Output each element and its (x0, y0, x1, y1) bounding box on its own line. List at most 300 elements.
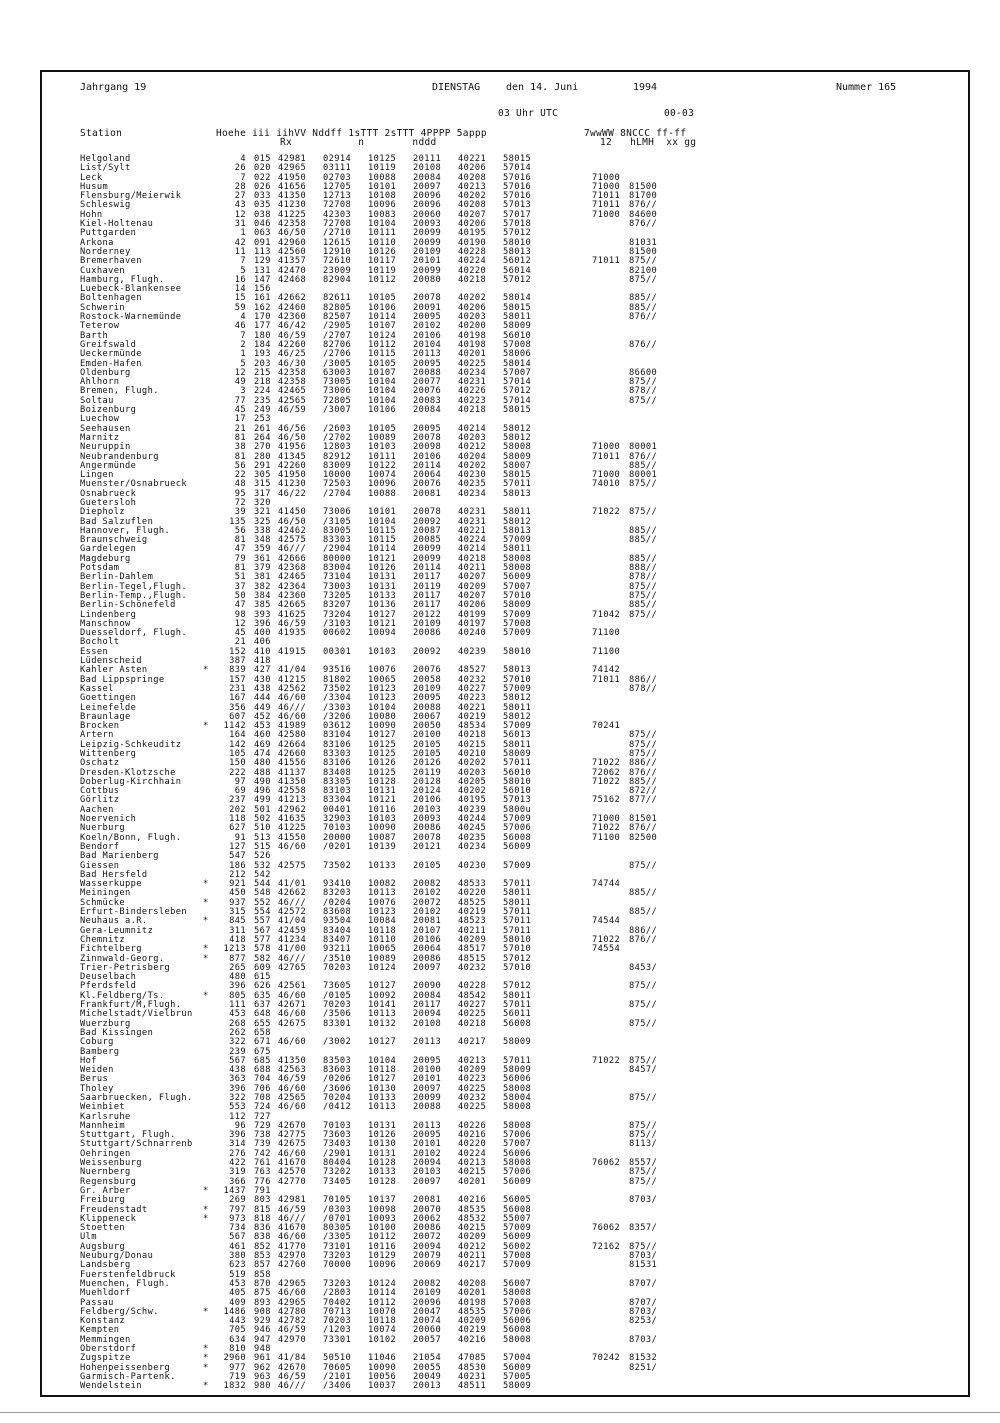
station-name: Freudenstadt (80, 1204, 148, 1215)
Nddff: 82611 (323, 293, 352, 304)
height: 11 (234, 246, 246, 257)
station-name: Stuttgart/Schnarrenb (80, 1139, 193, 1150)
station-name: Frankfurt/M,Flugh. (80, 1000, 182, 1011)
station-id: 729 (254, 1120, 271, 1131)
2sTTT: 20083 (413, 395, 442, 406)
8NCCC: 876// (629, 767, 658, 778)
2sTTT: 20082 (413, 879, 442, 890)
iihVV: 41234 (278, 934, 307, 945)
8NCCC: 878// (629, 683, 658, 694)
iihVV: 42570 (278, 1167, 307, 1178)
station-id: 270 (254, 442, 271, 453)
2sTTT: 20113 (413, 1120, 442, 1131)
station-id: 671 (254, 1037, 271, 1048)
1sTTT: 10113 (368, 1102, 397, 1113)
1sTTT: 10107 (368, 367, 397, 378)
iihVV: 46/59 (278, 1074, 307, 1085)
iihVV: 41/04 (278, 665, 307, 676)
1sTTT: 10114 (368, 312, 397, 323)
1sTTT: 10102 (368, 1334, 397, 1345)
2sTTT: 20114 (413, 460, 442, 471)
station-id: 452 (254, 711, 271, 722)
station-id: 480 (254, 758, 271, 769)
height: 705 (229, 1325, 246, 1336)
iihVV: 41556 (278, 758, 307, 769)
4PPPP: 40234 (458, 841, 487, 852)
4PPPP: 40204 (458, 451, 487, 462)
station-name: Feldberg/Schw. (80, 1306, 159, 1317)
station-name: Lingen (80, 470, 114, 481)
height: 719 (229, 1371, 246, 1382)
5appp: 57017 (503, 209, 532, 220)
1sTTT: 10113 (368, 888, 397, 899)
station-id: 022 (254, 172, 271, 183)
iihVV: 41770 (278, 1241, 307, 1252)
Nddff: 73104 (323, 572, 352, 583)
Nddff: /2704 (323, 488, 352, 499)
height: 396 (229, 1083, 246, 1094)
station-id: 325 (254, 516, 271, 527)
1sTTT: 10125 (368, 739, 397, 750)
height: 112 (229, 1111, 246, 1122)
Nddff: /2101 (323, 1371, 352, 1382)
4PPPP: 40202 (458, 293, 487, 304)
iihVV: 41350 (278, 776, 307, 787)
station-name: Berlin-Dahlem (80, 572, 154, 583)
2sTTT: 20124 (413, 786, 442, 797)
station-id: 348 (254, 535, 271, 546)
4PPPP: 40216 (458, 1334, 487, 1345)
5appp: 57009 (503, 609, 532, 620)
height: 164 (229, 730, 246, 741)
5appp: 57011 (503, 907, 532, 918)
2sTTT: 20064 (413, 470, 442, 481)
4PPPP: 40234 (458, 367, 487, 378)
Nddff: 73301 (323, 1334, 352, 1345)
station-name: Oehringen (80, 1148, 131, 1159)
station-name: Cuxhaven (80, 265, 126, 276)
1sTTT: 10131 (368, 1148, 397, 1159)
Nddff: /3005 (323, 358, 352, 369)
station-name: Angermünde (80, 460, 137, 471)
station-name: Norderney (80, 246, 131, 257)
height: 81 (234, 535, 246, 546)
height: 315 (229, 907, 246, 918)
iihVV: 42565 (278, 395, 307, 406)
station-name: Erfurt-Bindersleben (80, 907, 187, 918)
Nddff: /2702 (323, 432, 352, 443)
5appp: 58012 (503, 711, 532, 722)
Nddff: 83303 (323, 749, 352, 759)
Nddff: /3103 (323, 618, 352, 629)
height: 607 (229, 711, 246, 722)
height: 2960 (223, 1353, 246, 1364)
Nddff: 50510 (323, 1353, 352, 1364)
8NCCC: 875// (629, 581, 658, 592)
station-name: Kahler Asten (80, 665, 148, 676)
2sTTT: 20117 (413, 572, 442, 583)
station-name: Bad Hersfeld (80, 869, 148, 880)
iihVV: 41950 (278, 470, 307, 481)
station-id: 708 (254, 1092, 271, 1103)
5appp: 58009 (503, 451, 532, 462)
4PPPP: 40218 (458, 730, 487, 741)
height: 77 (234, 395, 246, 406)
height: 42 (234, 237, 246, 248)
5appp: 58014 (503, 293, 532, 304)
4PPPP: 40218 (458, 553, 487, 564)
table-row (80, 1261, 960, 1270)
station-id: 384 (254, 590, 271, 601)
iihVV: 41213 (278, 795, 307, 806)
4PPPP: 40201 (458, 1176, 487, 1187)
5appp: 58008 (503, 1120, 532, 1131)
iihVV: 46/59 (278, 405, 307, 416)
2sTTT: 20087 (413, 525, 442, 536)
2sTTT: 20057 (413, 1334, 442, 1345)
station-id: 015 (254, 154, 271, 164)
height: 409 (229, 1297, 246, 1308)
station-id: 738 (254, 1130, 271, 1141)
2sTTT: 20088 (413, 367, 442, 378)
Nddff: 73005 (323, 377, 352, 388)
station-id: 203 (254, 358, 271, 369)
2sTTT: 20122 (413, 609, 442, 620)
height: 1832 (223, 1381, 246, 1392)
iihVV: 46/60 (278, 711, 307, 722)
iihVV: 42660 (278, 749, 307, 759)
1sTTT: 10127 (368, 609, 397, 620)
5appp: 57008 (503, 618, 532, 629)
1sTTT: 10124 (368, 330, 397, 341)
5appp: 58008 (503, 1334, 532, 1345)
Nddff: 72805 (323, 395, 352, 406)
table-row (80, 1178, 960, 1187)
4PPPP: 40228 (458, 246, 487, 257)
station-id: 870 (254, 1278, 271, 1289)
station-id: 763 (254, 1167, 271, 1178)
station-id: 063 (254, 228, 271, 239)
station-name: Wasserkuppe (80, 879, 142, 890)
station-id: 980 (254, 1381, 271, 1392)
4PPPP: 40203 (458, 767, 487, 778)
iihVV: 41350 (278, 1055, 307, 1066)
1sTTT: 10096 (368, 200, 397, 211)
8NCCC: 878// (629, 386, 658, 397)
5appp: 58010 (503, 646, 532, 657)
7wwWW: 72062 (592, 767, 621, 778)
station-id: 548 (254, 888, 271, 899)
5appp: 57005 (503, 1371, 532, 1382)
5appp: 57013 (503, 795, 532, 806)
2sTTT: 20064 (413, 944, 442, 955)
iihVV: 41230 (278, 200, 307, 211)
7wwWW: 76062 (592, 1158, 621, 1169)
Nddff: 70103 (323, 1120, 352, 1131)
iihVV: 42665 (278, 600, 307, 611)
4PPPP: 40209 (458, 934, 487, 945)
1sTTT: 10116 (368, 804, 397, 815)
Nddff: 70204 (323, 1092, 352, 1103)
1sTTT: 10129 (368, 1251, 397, 1262)
iihVV: 42670 (278, 1362, 307, 1373)
5appp: 57010 (503, 674, 532, 685)
station-name: Berus (80, 1074, 109, 1085)
station-name: Gardelegen (80, 544, 137, 555)
1sTTT: 10126 (368, 758, 397, 769)
5appp: 57014 (503, 395, 532, 406)
2sTTT: 20105 (413, 739, 442, 750)
1sTTT: 10096 (368, 1260, 397, 1271)
height: 311 (229, 925, 246, 936)
station-name: Wittenberg (80, 749, 137, 759)
station-name: Fuerstenfeldbruck (80, 1269, 176, 1280)
station-id: 474 (254, 749, 271, 759)
2sTTT: 20114 (413, 563, 442, 574)
mountain-marker: * (203, 1204, 209, 1215)
iihVV: 46/56 (278, 423, 307, 434)
1sTTT: 10128 (368, 776, 397, 787)
Nddff: 70105 (323, 1195, 352, 1206)
height: 634 (229, 1334, 246, 1345)
4PPPP: 40223 (458, 395, 487, 406)
1sTTT: 10080 (368, 711, 397, 722)
1sTTT: 10076 (368, 665, 397, 676)
2sTTT: 20058 (413, 674, 442, 685)
1sTTT: 10114 (368, 1288, 397, 1299)
2sTTT: 20090 (413, 981, 442, 992)
iihVV: 41450 (278, 507, 307, 518)
station-id: 554 (254, 907, 271, 918)
Nddff: 93504 (323, 916, 352, 927)
station-name: Weiden (80, 1065, 114, 1076)
station-id: 552 (254, 897, 271, 908)
iihVV: 46/// (278, 953, 307, 964)
2sTTT: 20094 (413, 1009, 442, 1020)
1sTTT: 10093 (368, 1213, 397, 1224)
4PPPP: 40232 (458, 674, 487, 685)
4PPPP: 40195 (458, 795, 487, 806)
1sTTT: 10070 (368, 1306, 397, 1317)
height: 135 (229, 516, 246, 527)
1sTTT: 10131 (368, 1120, 397, 1131)
station-id: 875 (254, 1288, 271, 1299)
1sTTT: 10125 (368, 154, 397, 164)
station-name: Doberlug-Kirchhain (80, 776, 182, 787)
Nddff: /0412 (323, 1102, 352, 1113)
station-id: 427 (254, 665, 271, 676)
1sTTT: 10118 (368, 925, 397, 936)
station-name: Bad Marienberg (80, 851, 159, 862)
station-name: Passau (80, 1297, 114, 1308)
station-id: 449 (254, 702, 271, 713)
5appp: 56008 (503, 1018, 532, 1029)
8NCCC: 878// (629, 572, 658, 583)
2sTTT: 20101 (413, 1139, 442, 1150)
station-id: 406 (254, 637, 271, 648)
8NCCC: 876// (629, 339, 658, 350)
8NCCC: 875// (629, 1167, 658, 1178)
5appp: 58008 (503, 1083, 532, 1094)
4PPPP: 40203 (458, 432, 487, 443)
height: 31 (234, 219, 246, 230)
station-name: Bremerhaven (80, 256, 142, 267)
8NCCC: 885// (629, 525, 658, 536)
8NCCC: 80001 (629, 442, 658, 453)
2sTTT: 20126 (413, 758, 442, 769)
height: 7 (240, 256, 246, 267)
2sTTT: 20099 (413, 1092, 442, 1103)
4PPPP: 40208 (458, 200, 487, 211)
Nddff: 73603 (323, 1130, 352, 1141)
station-name: Memmingen (80, 1334, 131, 1345)
iihVV: 46/// (278, 544, 307, 555)
station-id: 361 (254, 553, 271, 564)
station-name: Manschnow (80, 618, 131, 629)
1sTTT: 10141 (368, 1000, 397, 1011)
height: 27 (234, 191, 246, 202)
station-id: 544 (254, 879, 271, 890)
4PPPP: 40245 (458, 823, 487, 834)
iihVV: 46/50 (278, 228, 307, 239)
iihVV: 41670 (278, 1223, 307, 1234)
station-id: 962 (254, 1362, 271, 1373)
height: 15 (234, 293, 246, 304)
height: 22 (234, 470, 246, 481)
4PPPP: 40203 (458, 312, 487, 323)
5appp: 58012 (503, 423, 532, 434)
Nddff: /3510 (323, 953, 352, 964)
2sTTT: 20095 (413, 312, 442, 323)
1sTTT: 10115 (368, 349, 397, 360)
5appp: 57012 (503, 386, 532, 397)
Nddff: 72503 (323, 479, 352, 490)
1sTTT: 10107 (368, 321, 397, 332)
2sTTT: 20070 (413, 1204, 442, 1215)
1sTTT: 10101 (368, 507, 397, 518)
mountain-marker: * (203, 665, 209, 676)
station-name: Cottbus (80, 786, 120, 797)
4PPPP: 40223 (458, 1074, 487, 1085)
station-name: Oschatz (80, 758, 120, 769)
Nddff: 63003 (323, 367, 352, 378)
station-name: Luebeck-Blankensee (80, 284, 182, 295)
mountain-marker: * (203, 1344, 209, 1354)
height: 45 (234, 628, 246, 639)
5appp: 57012 (503, 981, 532, 992)
station-name: Leinefelde (80, 702, 137, 713)
5appp: 57009 (503, 535, 532, 546)
Nddff: 12713 (323, 191, 352, 202)
station-id: 635 (254, 990, 271, 1001)
4PPPP: 40230 (458, 470, 487, 481)
8NCCC: 876// (629, 934, 658, 945)
8NCCC: 886// (629, 674, 658, 685)
1sTTT: 10074 (368, 1325, 397, 1336)
5appp: 57007 (503, 581, 532, 592)
2sTTT: 20067 (413, 711, 442, 722)
station-id: 113 (254, 246, 271, 257)
4PPPP: 40198 (458, 339, 487, 350)
2sTTT: 20099 (413, 544, 442, 555)
station-name: Schleswig (80, 200, 131, 211)
7wwWW: 70241 (592, 721, 621, 732)
station-name: Neubrandenburg (80, 451, 159, 462)
station-id: 280 (254, 451, 271, 462)
station-name: Zinnwald-Georg. (80, 953, 165, 964)
station-name: Rostock-Warnemünde (80, 312, 182, 323)
2sTTT: 20106 (413, 795, 442, 806)
7wwWW: 71100 (592, 832, 621, 843)
4PPPP: 40214 (458, 423, 487, 434)
height: 56 (234, 460, 246, 471)
iihVV: 46/60 (278, 1288, 307, 1299)
5appp: 57014 (503, 377, 532, 388)
Nddff: /3606 (323, 1083, 352, 1094)
8NCCC: 872// (629, 786, 658, 797)
2sTTT: 20078 (413, 507, 442, 518)
Nddff: 83305 (323, 776, 352, 787)
height: 237 (229, 795, 246, 806)
5appp: 57007 (503, 1139, 532, 1150)
height: 396 (229, 1130, 246, 1141)
iihVV: 41/04 (278, 916, 307, 927)
5appp: 5800u (503, 804, 532, 815)
5appp: 56009 (503, 1176, 532, 1187)
iihVV: 46/// (278, 1213, 307, 1224)
4PPPP: 40234 (458, 488, 487, 499)
station-id: 385 (254, 600, 271, 611)
8NCCC: 875// (629, 507, 658, 518)
station-id: 739 (254, 1139, 271, 1150)
4PPPP: 40218 (458, 1018, 487, 1029)
iihVV: 46/60 (278, 990, 307, 1001)
station-id: 177 (254, 321, 271, 332)
height: 977 (229, 1362, 246, 1373)
station-id: 359 (254, 544, 271, 555)
station-id: 510 (254, 823, 271, 834)
5appp: 58006 (503, 349, 532, 360)
iihVV: 42260 (278, 339, 307, 350)
7wwWW: 71022 (592, 776, 621, 787)
7wwWW: 71022 (592, 934, 621, 945)
5appp: 57004 (503, 1353, 532, 1364)
iihVV: 42572 (278, 907, 307, 918)
iihVV: 42560 (278, 246, 307, 257)
1sTTT: 10108 (368, 191, 397, 202)
station-name: Bamberg (80, 1046, 120, 1057)
1sTTT: 10098 (368, 1204, 397, 1215)
8NCCC: 81531 (629, 1260, 658, 1271)
1sTTT: 10087 (368, 832, 397, 843)
table-row (80, 490, 960, 499)
5appp: 58008 (503, 553, 532, 564)
2sTTT: 20060 (413, 1325, 442, 1336)
table-row (80, 629, 960, 638)
station-id: 046 (254, 219, 271, 230)
station-name: Berlin-Temp.,Flugh. (80, 590, 187, 601)
station-name: Hannover, Flugh. (80, 525, 171, 536)
7wwWW: 71100 (592, 646, 621, 657)
Nddff: /2603 (323, 423, 352, 434)
station-name: Braunlage (80, 711, 131, 722)
Nddff: 23009 (323, 265, 352, 276)
2sTTT: 20088 (413, 1102, 442, 1113)
4PPPP: 40216 (458, 1130, 487, 1141)
1sTTT: 10131 (368, 572, 397, 583)
4PPPP: 48523 (458, 916, 487, 927)
2sTTT: 20113 (413, 349, 442, 360)
